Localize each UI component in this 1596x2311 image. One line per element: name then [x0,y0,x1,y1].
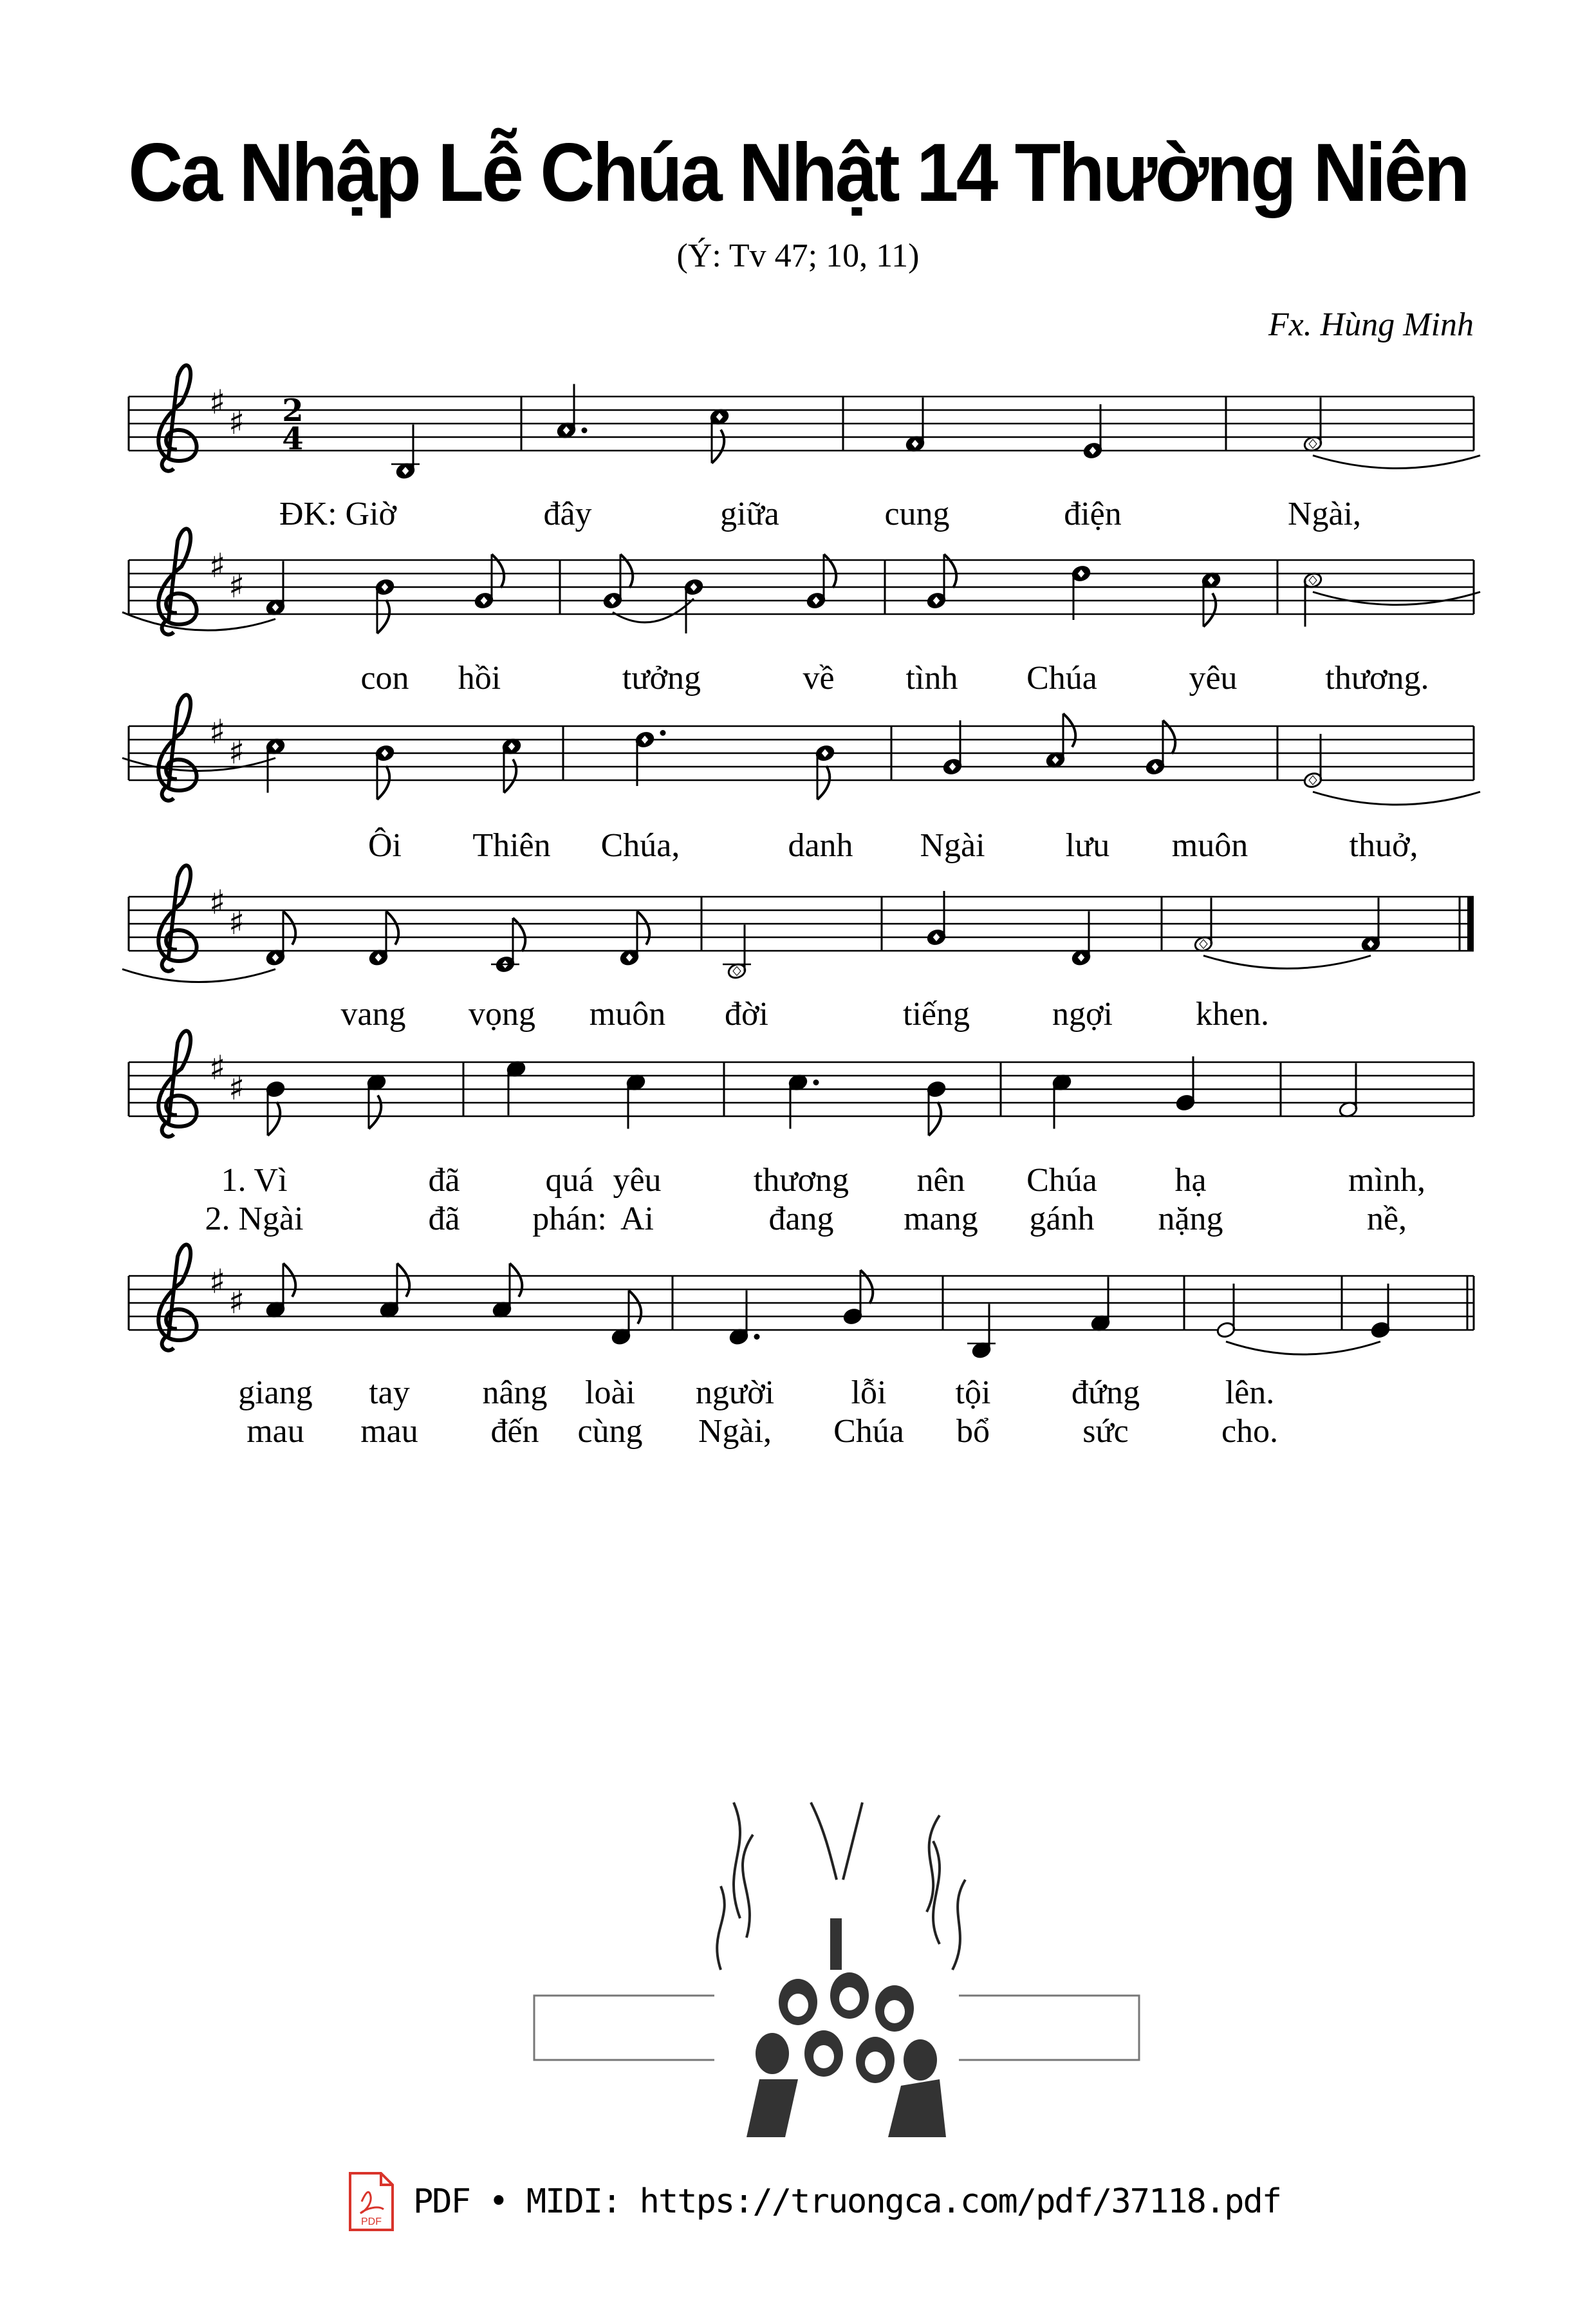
lyric-syllable: về [803,660,835,697]
tie [1203,956,1371,969]
note-flag [377,766,389,800]
treble-clef [158,1244,196,1350]
note-flag [504,760,516,793]
note-flag [268,1102,280,1136]
lyric-syllable: giữa [720,496,779,532]
sharp-sign: ♯ [209,713,226,752]
lyric-syllable: vọng [469,996,535,1033]
lyric-syllable: đây [543,496,592,532]
lyric-syllable: tội [955,1374,991,1411]
lyric-syllable: loài [585,1374,635,1411]
note-flag [283,1264,295,1297]
lyric-syllable: thuở, [1349,827,1418,864]
augmentation-dot [813,1080,819,1085]
footer-link[interactable] [348,2169,1281,2234]
treble-clef [158,865,196,971]
treble-clef [158,365,196,471]
lyric-syllable: tưởng [622,660,701,697]
lyric-syllable: nề, [1366,1201,1407,1237]
note-flag [929,1102,941,1136]
sharp-sign: ♯ [209,883,226,922]
lyric-syllable: quá [545,1162,594,1199]
lyric-syllable: Chúa, [600,827,680,864]
lyric-syllable: Chúa [1026,660,1097,697]
sharp-sign: ♯ [228,567,245,606]
sharp-sign: ♯ [228,1283,245,1322]
note-flag [637,912,649,945]
song-title: Ca Nhập Lễ Chúa Nhật 14 Thường Niên [128,127,1468,219]
lyric-syllable: hạ [1174,1162,1207,1199]
note-flag [283,912,295,945]
note-flag [386,912,398,945]
lyric-syllable: Chúa [1026,1162,1097,1199]
lyric-syllable: đang [768,1201,834,1237]
pdf-icon-label: PDF [361,2216,382,2227]
treble-clef [158,1031,196,1136]
tie [122,758,275,771]
lyric-syllable: cùng [577,1413,643,1450]
lyric-syllable: đời [725,996,768,1033]
composer-name: Fx. Hùng Minh [1268,306,1474,343]
sharp-sign: ♯ [209,383,226,422]
lyric-syllable: mình, [1348,1162,1425,1199]
tie [1313,792,1480,805]
psalm-reference: (Ý: Tv 47; 10, 11) [676,238,920,274]
tie [1226,1342,1380,1354]
note-flag [1063,714,1075,747]
augmentation-dot [754,1334,760,1340]
tie [613,599,694,622]
lyric-syllable: ĐK: Giờ [279,496,397,532]
lyric-syllable: ngợi [1052,996,1113,1033]
sharp-sign: ♯ [209,1262,226,1302]
lyric-syllable: Ngài [920,827,985,864]
lyric-syllable: Chúa [833,1413,904,1450]
note-flag [377,600,389,633]
pdf-file-icon [348,2171,395,2232]
note-flag [369,1096,381,1129]
lyric-syllable: nặng [1158,1201,1223,1237]
lyric-syllable: Ai [620,1201,654,1237]
lyric-syllable: mau [246,1413,304,1450]
staff-system [129,1031,1474,1237]
lyric-syllable: khen. [1195,996,1270,1033]
note-flag [510,1264,522,1297]
lyric-syllable: thương [753,1162,849,1199]
lyric-syllable: cho. [1221,1413,1279,1450]
lyric-syllable: lên. [1225,1374,1275,1411]
treble-clef [158,695,196,800]
lyric-syllable: phán: [532,1201,607,1237]
lyric-syllable: thương. [1325,660,1429,697]
note-flag [1203,594,1216,627]
note-flag [629,1291,641,1324]
note-flag [712,430,724,463]
lyric-syllable: muôn [589,996,666,1033]
time-signature-bottom: 4 [282,421,304,457]
lyric-syllable: hồi [458,660,501,697]
final-barline [1467,897,1474,951]
sharp-sign: ♯ [228,904,245,942]
staff-system [129,365,1480,532]
lyric-syllable: mang [904,1201,978,1237]
lyric-syllable: Ngài, [1287,496,1362,532]
lyric-syllable: mau [360,1413,418,1450]
lyric-syllable: yêu [1189,660,1238,697]
sharp-sign: ♯ [228,733,245,772]
sharp-sign: ♯ [228,404,245,442]
staff-system [122,529,1480,697]
tie [122,969,275,982]
lyric-syllable: cung [884,496,950,532]
tie [1313,592,1480,605]
lyric-syllable: bổ [956,1413,990,1450]
staff-system [122,695,1480,864]
lyric-syllable: yêu [613,1162,662,1199]
lyric-syllable: lưu [1065,827,1110,864]
lyric-syllable: tình [905,660,958,697]
lyric-syllable: muôn [1171,827,1248,864]
illustration-people-in-flames [528,1777,1146,2137]
lyric-syllable: Ôi [368,827,402,864]
lyric-syllable: nên [916,1162,965,1199]
time-signature-top: 2 [282,393,304,429]
footer-text: PDF • MIDI: https://truongca.com/pdf/37118.pdf [413,2182,1281,2221]
lyric-syllable: tay [369,1374,410,1411]
augmentation-dot [582,427,588,433]
staff-system [129,1244,1474,1450]
note-flag [817,766,830,800]
sharp-sign: ♯ [209,547,226,586]
note-flag [397,1264,409,1297]
lyric-syllable: giang [238,1374,313,1411]
lyric-syllable: 1. Vì [221,1162,288,1199]
lyric-syllable: nâng [482,1374,548,1411]
lyric-syllable: tiếng [903,996,970,1033]
lyric-syllable: người [695,1374,775,1411]
treble-clef [158,529,196,634]
augmentation-dot [660,730,666,736]
lyric-syllable: đã [428,1162,460,1199]
lyric-syllable: đã [428,1201,460,1237]
lyric-syllable: vang [340,996,406,1033]
lyric-syllable: Thiên [472,827,551,864]
staff-system [122,865,1474,1033]
lyric-syllable: gánh [1029,1201,1095,1237]
lyric-syllable: danh [788,827,853,864]
tie [1313,456,1480,469]
sharp-sign: ♯ [228,1069,245,1108]
sharp-sign: ♯ [209,1049,226,1088]
lyric-syllable: đến [490,1413,539,1450]
lyric-syllable: 2. Ngài [205,1201,304,1237]
lyric-syllable: đứng [1071,1374,1140,1411]
lyric-syllable: con [360,660,409,697]
lyric-syllable: điện [1064,496,1122,532]
lyric-syllable: Ngài, [698,1413,772,1450]
lyric-syllable: sức [1082,1413,1129,1450]
lyric-syllable: lỗi [851,1374,887,1411]
